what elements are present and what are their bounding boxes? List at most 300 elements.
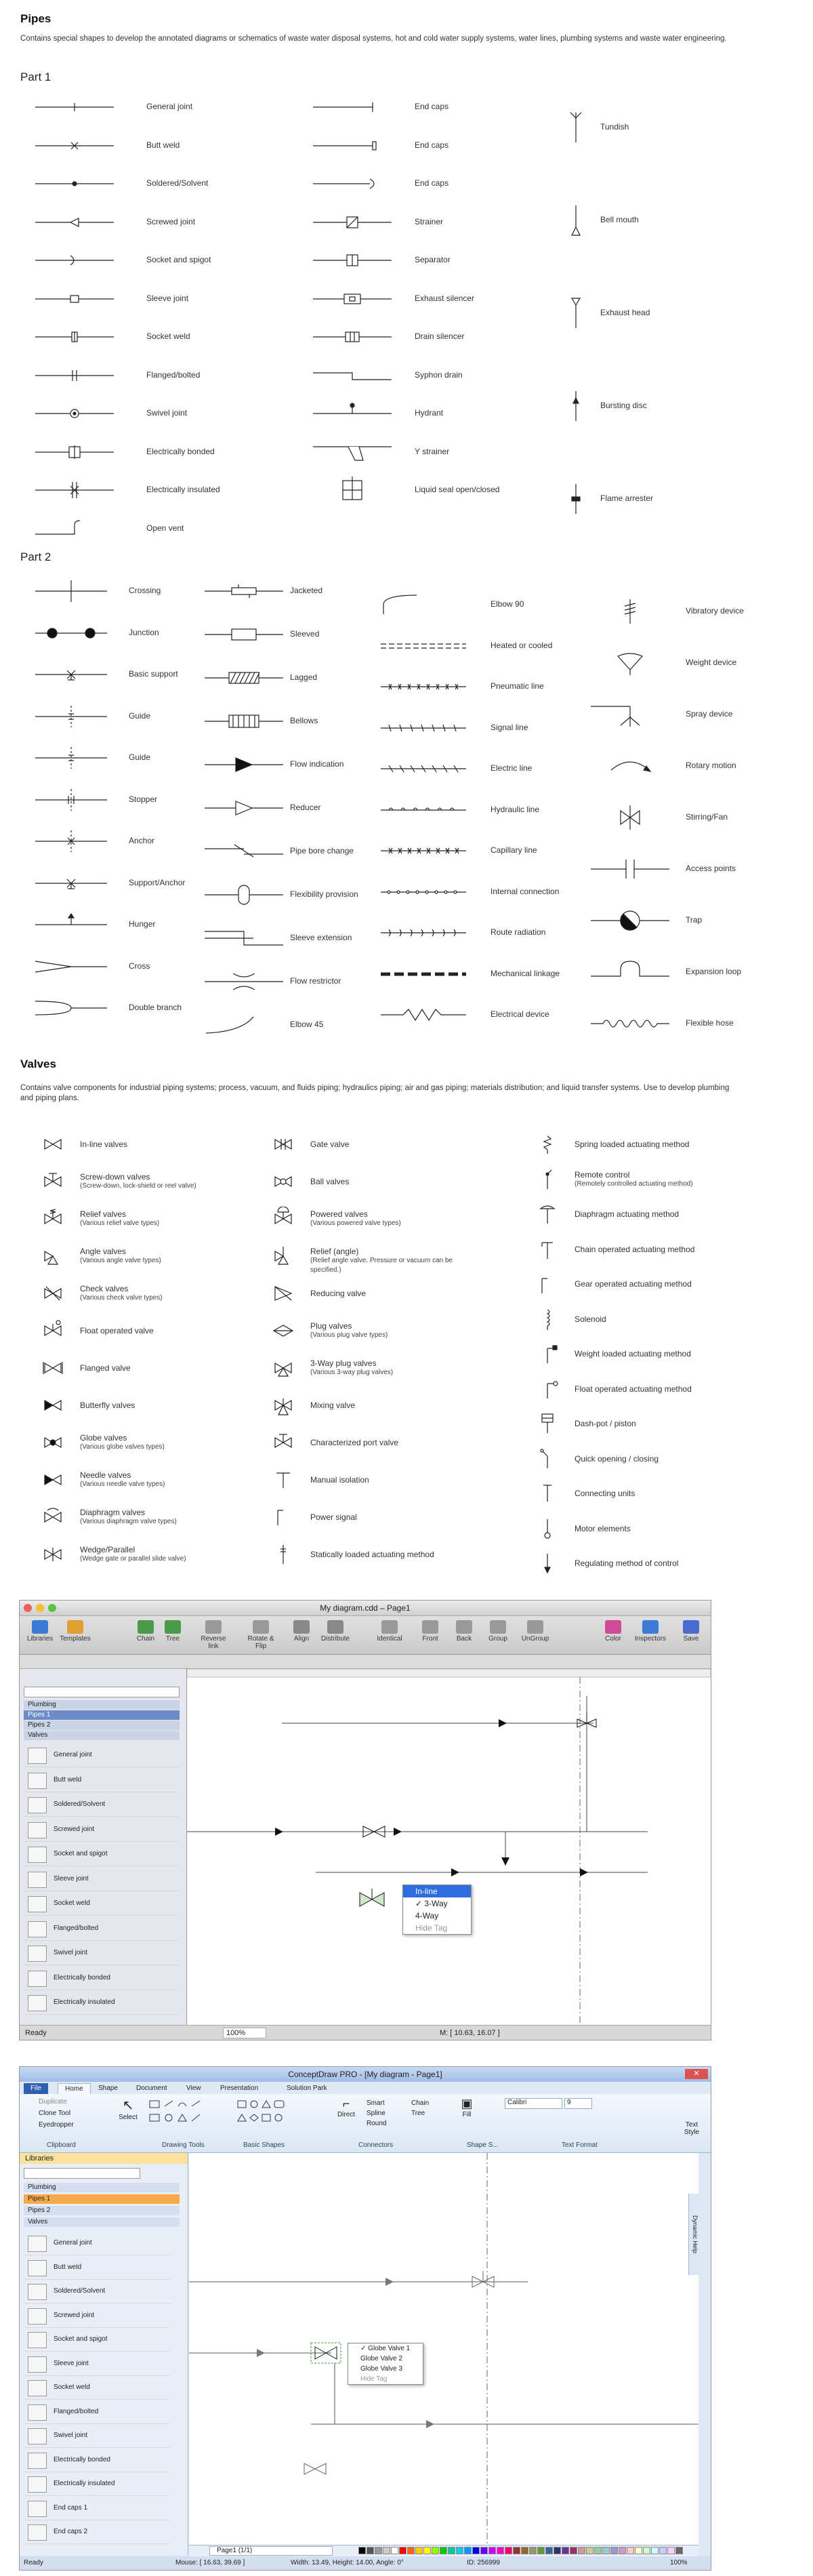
- toolbar-templates-button[interactable]: Templates: [58, 1620, 93, 1643]
- pipe2-route-radiation-icon: [379, 919, 467, 946]
- pipe2-hydraulic-line-label: Hydraulic line: [491, 804, 540, 814]
- library-item-end-caps-2[interactable]: End caps 2: [24, 2520, 170, 2544]
- library-item-general-joint[interactable]: General joint: [24, 1744, 180, 1767]
- valve-mixing-valve-label: Mixing valve: [310, 1401, 356, 1410]
- valve-dash-pot-piston-label: Dash-pot / piston: [575, 1419, 636, 1428]
- shape-size: Width: 13.49, Height: 14.00, Angle: 0°: [291, 2559, 404, 2567]
- minimize-button[interactable]: [36, 1604, 44, 1612]
- color-swatch[interactable]: [545, 2547, 553, 2554]
- libraries-header: Libraries: [20, 2153, 188, 2164]
- valve-gate-valve: [270, 1132, 527, 1159]
- pipe-tundish-icon: [562, 100, 589, 155]
- library-item-electrically-insulated[interactable]: Electrically insulated: [24, 1991, 180, 2015]
- color-swatch[interactable]: [391, 2547, 398, 2554]
- pipe2-flexibility-provision-label: Flexibility provision: [290, 889, 358, 899]
- pipe-sleeve-joint-icon: [34, 285, 115, 313]
- color-swatch[interactable]: [610, 2547, 618, 2554]
- color-swatch[interactable]: [456, 2547, 463, 2554]
- ribbon-tab-shape[interactable]: Shape: [98, 2085, 118, 2092]
- valve-quick-opening-closing-label: Quick opening / closing: [575, 1453, 659, 1464]
- valve-screw-down-valves: [39, 1169, 297, 1196]
- pipe2-lagged-icon: [203, 664, 285, 691]
- pipe-end-caps-1-icon: [312, 132, 393, 159]
- spline-connector[interactable]: Spline: [367, 2110, 385, 2117]
- valve-power-signal: [270, 1505, 527, 1532]
- pipe2-pneumatic-line-label: Pneumatic line: [491, 681, 544, 691]
- pipe2-signal-line-label: Signal line: [491, 722, 528, 732]
- valve-ball-valves-icon: [270, 1169, 297, 1194]
- color-swatch[interactable]: [513, 2547, 520, 2554]
- pipe2-trap-label: Trap: [686, 915, 703, 925]
- color-swatch[interactable]: [554, 2547, 561, 2554]
- valves-description: Contains valve components for industrial piping systems; process, vacuum, and fluids piping; hydraulics piping; air and gas piping; materials distribution; and liquid transfer systems. Use to develop plumbing and piping plans.: [20, 1084, 730, 1102]
- menu-item-hide-tag[interactable]: Hide Tag: [360, 2375, 388, 2383]
- shape-thumbnail-icon: [28, 2356, 47, 2373]
- pipe2-stirring-fan: [589, 803, 813, 832]
- pipe2-heated-or-cooled-icon: [379, 632, 467, 660]
- valve-relief-valves-label: Relief valves: [80, 1209, 127, 1219]
- color-icon: [605, 1620, 621, 1634]
- pipe-exhaust-head-label: Exhaust head: [600, 308, 650, 317]
- library-category-valves[interactable]: Valves: [24, 1731, 180, 1740]
- color-swatch[interactable]: [521, 2547, 528, 2554]
- pipe2-basic-support-2-icon: [34, 661, 108, 688]
- close-icon[interactable]: ✕: [685, 2069, 708, 2079]
- library-category-pipes-1[interactable]: Pipes 1: [24, 2194, 180, 2204]
- pipe2-electrical-device-icon: [379, 1001, 467, 1028]
- color-swatch[interactable]: [448, 2547, 455, 2554]
- toolbar-color-button[interactable]: Color: [596, 1620, 631, 1643]
- pipe-bell-mouth-icon: [562, 193, 589, 247]
- shape-thumbnail-icon: [28, 1773, 47, 1789]
- pipe2-flexible-hose: [589, 1009, 813, 1039]
- valve-regulating-method-of-control-label: Regulating method of control: [575, 1558, 679, 1568]
- valve-relief-angle-label: Relief (angle): [310, 1247, 359, 1256]
- valve-butterfly-valves: [39, 1393, 297, 1420]
- menu-item-3way[interactable]: ✓ 3-Way: [415, 1899, 448, 1908]
- pipe2-rotary-motion: [589, 751, 813, 781]
- toolbar-rotate-flip-button[interactable]: Rotate & Flip: [243, 1620, 278, 1650]
- valve-motor-elements-icon: [534, 1516, 561, 1541]
- toolbar-inspectors-button[interactable]: Inspectors: [633, 1620, 668, 1643]
- text-style-button[interactable]: Text Style: [684, 2121, 700, 2136]
- pipe-socket-weld-label: Socket weld: [146, 331, 190, 341]
- pipe-socket-and-spigot-icon: [34, 247, 115, 274]
- shape-thumbnail-icon: [28, 1946, 47, 1962]
- mac-canvas[interactable]: [187, 1669, 711, 2025]
- valve-check-valves-label: Check valves: [80, 1284, 129, 1293]
- library-category-pipes-1[interactable]: Pipes 1: [24, 1710, 180, 1720]
- direct-connector-button[interactable]: ⌐ Direct: [333, 2097, 360, 2118]
- library-category-valves[interactable]: Valves: [24, 2217, 180, 2227]
- valve-powered-valves-sublabel: (Various powered valve types): [310, 1220, 401, 1227]
- front-icon: [422, 1620, 438, 1634]
- round-connector[interactable]: Round: [367, 2120, 387, 2127]
- pipe2-flexible-hose-label: Flexible hose: [686, 1018, 734, 1028]
- shape-thumbnail-icon: [28, 1896, 47, 1912]
- color-swatch[interactable]: [472, 2547, 480, 2554]
- pipe-exhaust-silencer-5-label: Exhaust silencer: [415, 293, 475, 303]
- library-item-socket-weld[interactable]: Socket weld: [24, 1892, 180, 1916]
- valve-manual-isolation-icon: [270, 1468, 297, 1492]
- valve-float-operated-actuating-method-label: Float operated actuating method: [575, 1384, 692, 1394]
- fill-bucket-icon: ▣: [461, 2097, 473, 2110]
- toolbar-align-button[interactable]: Align: [284, 1620, 319, 1643]
- ribbon-tab-presentation[interactable]: Presentation: [220, 2085, 259, 2092]
- pipe-open-vent-label: Open vent: [146, 523, 184, 533]
- valve-statically-loaded-actuating-method-label: Statically loaded actuating method: [310, 1550, 434, 1559]
- pipe-end-caps-2-icon: [312, 170, 393, 197]
- library-item-flanged-bolted[interactable]: Flanged/bolted: [24, 1917, 180, 1941]
- pipe-end-caps-2-label: End caps: [415, 178, 449, 188]
- pipe-bell-mouth-label: Bell mouth: [600, 215, 639, 224]
- color-swatch[interactable]: [488, 2547, 496, 2554]
- ribbon-tab-file[interactable]: File: [24, 2083, 48, 2094]
- smart-connector[interactable]: Smart: [367, 2099, 385, 2107]
- pipe2-capillary-line-label: Capillary line: [491, 845, 537, 855]
- identical-icon: [381, 1620, 398, 1634]
- library-item-electrically-bonded[interactable]: Electrically bonded: [24, 1967, 180, 1990]
- pipe-end-caps-0-label: End caps: [415, 102, 449, 111]
- pipe-hydrant-8-label: Hydrant: [415, 408, 444, 418]
- color-swatch[interactable]: [594, 2547, 602, 2554]
- valve-type-menu[interactable]: [402, 1885, 472, 1935]
- color-swatch[interactable]: [464, 2547, 472, 2554]
- color-swatch[interactable]: [375, 2547, 382, 2554]
- globe-valve-menu[interactable]: [348, 2343, 423, 2385]
- pipe-socket-weld-icon: [34, 323, 115, 350]
- library-item-swivel-joint[interactable]: Swivel joint: [24, 1941, 180, 1965]
- toolbar-save-button[interactable]: Save: [673, 1620, 709, 1643]
- library-item-soldered-solvent[interactable]: Soldered/Solvent: [24, 1793, 180, 1817]
- pointer-icon: ↖: [122, 2098, 134, 2113]
- color-swatch[interactable]: [415, 2547, 423, 2554]
- color-swatch[interactable]: [537, 2547, 545, 2554]
- library-item-screwed-joint[interactable]: Screwed joint: [24, 1818, 180, 1842]
- valve-chain-operated-actuating-method-label: Chain operated actuating method: [575, 1244, 695, 1254]
- win-valve-3: [304, 2463, 326, 2474]
- pipe-electrically-insulated-icon: [34, 477, 115, 504]
- library-item-electrically-bonded[interactable]: Electrically bonded: [24, 2449, 170, 2472]
- valve-gate-valve-label: Gate valve: [310, 1140, 350, 1149]
- valve-wedge-parallel-icon: [39, 1542, 66, 1567]
- pipes-description: Contains special shapes to develop the annotated diagrams or schematics of waste water disposal systems, hot and cold water supply systems, water lines, plumbing systems and waste water engineering.: [20, 35, 727, 43]
- mouse-coords: M: [ 10.63, 16.07 ]: [440, 2029, 500, 2037]
- valve-float-operated-valve-label: Float operated valve: [80, 1326, 154, 1335]
- library-category-pipes-2[interactable]: Pipes 2: [24, 2206, 180, 2215]
- color-swatch[interactable]: [570, 2547, 577, 2554]
- toolbar-group-button[interactable]: Group: [480, 1620, 516, 1643]
- library-category-pipes-2[interactable]: Pipes 2: [24, 1720, 180, 1730]
- mac-title-bar: [20, 1601, 711, 1616]
- select-button[interactable]: ↖ Select: [114, 2097, 142, 2121]
- color-swatch[interactable]: [602, 2547, 610, 2554]
- ribbon-tab-document[interactable]: Document: [136, 2085, 167, 2092]
- pipe2-anchor-6-icon: [34, 828, 108, 855]
- pipe-electrically-bonded: [34, 439, 322, 466]
- basic-shapes-icons: [236, 2099, 304, 2127]
- color-swatch[interactable]: [440, 2547, 447, 2554]
- pipe2-stirring-fan-icon: [589, 803, 671, 832]
- font-size-select[interactable]: 9: [564, 2098, 592, 2109]
- valve-in-line-valves: [39, 1132, 297, 1159]
- valve-chain-operated-actuating-method-icon: [534, 1237, 561, 1262]
- pipe-tundish: [562, 100, 776, 155]
- library-category-plumbing[interactable]: Plumbing: [24, 2183, 180, 2192]
- pipe-screwed-joint: [34, 209, 322, 236]
- valve-characterized-port-valve-label: Characterized port valve: [310, 1438, 399, 1447]
- shape-thumbnail-icon: [28, 2404, 47, 2421]
- library-search-input[interactable]: [24, 2168, 140, 2179]
- valve-characterized-port-valve-icon: [270, 1430, 297, 1455]
- eyedropper-button[interactable]: Eyedropper: [39, 2121, 74, 2129]
- color-swatch[interactable]: [383, 2547, 390, 2554]
- valve-regulating-method-of-control-icon: [534, 1551, 561, 1575]
- font-select[interactable]: Calibri: [505, 2098, 562, 2109]
- pipe2-weight-device: [589, 648, 813, 678]
- dynamic-help-tab[interactable]: Dynamic Help: [688, 2194, 699, 2275]
- color-swatch[interactable]: [432, 2547, 439, 2554]
- library-item-butt-weld[interactable]: Butt weld: [24, 1769, 180, 1792]
- shape-thumbnail-icon: [28, 1921, 47, 1937]
- valve-check-valves-icon: [39, 1281, 66, 1306]
- win-library-panel: [20, 2153, 188, 2555]
- pipe2-jacketed-icon: [203, 578, 285, 605]
- win-canvas[interactable]: [189, 2153, 699, 2545]
- pipe2-mechanical-linkage-icon: [379, 961, 467, 988]
- color-swatch[interactable]: [480, 2547, 488, 2554]
- pipe-y-strainer-9-icon: [312, 439, 393, 466]
- valve-wedge-parallel: [39, 1542, 297, 1569]
- valve-remote-control: [534, 1167, 791, 1194]
- toolbar-identical-button[interactable]: Identical: [372, 1620, 407, 1643]
- library-item-socket-and-spigot[interactable]: Socket and spigot: [24, 1843, 180, 1866]
- pipe2-cross-9-icon: [34, 953, 108, 980]
- menu-item-globe-valve-1[interactable]: ✓ Globe Valve 1: [360, 2345, 411, 2352]
- pipe2-flow-indication-label: Flow indication: [290, 759, 344, 769]
- pipe2-double-branch-10-label: Double branch: [129, 1003, 182, 1012]
- library-item-socket-and-spigot[interactable]: Socket and spigot: [24, 2328, 170, 2352]
- mac-toolbar: [20, 1616, 711, 1655]
- valve-characterized-port-valve: [270, 1430, 527, 1457]
- tree-button[interactable]: Tree: [411, 2110, 425, 2117]
- pipe-socket-weld: [34, 323, 322, 350]
- pipe-general-joint-label: General joint: [146, 102, 193, 111]
- valve-butterfly-valves-icon: [39, 1393, 66, 1417]
- color-swatch[interactable]: [578, 2547, 585, 2554]
- pipe2-flow-indication-icon: [203, 751, 285, 778]
- toolbar-ungroup-button[interactable]: UnGroup: [518, 1620, 553, 1643]
- color-swatch[interactable]: [651, 2547, 659, 2554]
- library-item-electrically-insulated[interactable]: Electrically insulated: [24, 2472, 170, 2496]
- pipe2-rotary-motion-label: Rotary motion: [686, 761, 736, 770]
- page-tab[interactable]: Page1 (1/1): [209, 2546, 333, 2556]
- library-item-screwed-joint[interactable]: Screwed joint: [24, 2304, 170, 2328]
- pipe2-vibratory-device-label: Vibratory device: [686, 606, 744, 616]
- valve-connecting-units: [534, 1481, 791, 1508]
- ribbon-tab-home[interactable]: Home: [58, 2083, 91, 2095]
- shape-id: ID: 256999: [467, 2559, 500, 2567]
- menu-item-hide-tag[interactable]: Hide Tag: [415, 1923, 448, 1933]
- valve-powered-valves-label: Powered valves: [310, 1209, 368, 1219]
- rotate-flip-icon: [253, 1620, 269, 1634]
- menu-item-4way[interactable]: 4-Way: [415, 1911, 439, 1920]
- pipe-liquid-seal-open-closed-10-icon: [312, 477, 393, 504]
- library-item-end-caps-1[interactable]: End caps 1: [24, 2497, 170, 2520]
- color-swatch[interactable]: [619, 2547, 626, 2554]
- library-item-general-joint[interactable]: General joint: [24, 2232, 170, 2255]
- library-item-socket-weld[interactable]: Socket weld: [24, 2376, 170, 2400]
- zoom-button[interactable]: [48, 1604, 56, 1612]
- pipe-drain-silencer-6-icon: [312, 323, 393, 350]
- toolbar-libraries-button[interactable]: Libraries: [22, 1620, 58, 1643]
- pipe-open-vent: [34, 515, 322, 542]
- zoom-level[interactable]: 100%: [223, 2028, 266, 2038]
- color-swatch[interactable]: [586, 2547, 593, 2554]
- valve-powered-valves: [270, 1207, 527, 1234]
- valve-flanged-valve: [39, 1356, 297, 1383]
- zoom-level[interactable]: 100%: [670, 2559, 688, 2567]
- color-swatch[interactable]: [643, 2547, 650, 2554]
- color-swatch[interactable]: [407, 2547, 415, 2554]
- color-swatch[interactable]: [529, 2547, 537, 2554]
- color-swatch[interactable]: [667, 2547, 675, 2554]
- color-swatch[interactable]: [497, 2547, 504, 2554]
- pipe-drain-silencer-6-label: Drain silencer: [415, 331, 465, 341]
- valve-remote-control-label: Remote control: [575, 1169, 630, 1180]
- color-swatch[interactable]: [358, 2547, 366, 2554]
- color-swatch[interactable]: [399, 2547, 406, 2554]
- toolbar-front-button[interactable]: Front: [413, 1620, 448, 1643]
- shape-thumbnail-icon: [28, 1995, 47, 2011]
- color-swatch[interactable]: [505, 2547, 512, 2554]
- libraries-icon: [32, 1620, 48, 1634]
- shape-thumbnail-icon: [28, 1872, 47, 1888]
- valve-reducing-valve-label: Reducing valve: [310, 1289, 367, 1298]
- pipe2-capillary-line-icon: [379, 837, 467, 864]
- valve-diaphragm-valves: [39, 1505, 297, 1532]
- fill-button[interactable]: ▣ Fill: [457, 2097, 477, 2118]
- pipe-sleeve-joint: [34, 285, 322, 313]
- valve-spring-loaded-actuating-method-icon: [534, 1132, 561, 1156]
- pipe-bursting-disc: [562, 379, 776, 433]
- library-item-butt-weld[interactable]: Butt weld: [24, 2256, 170, 2280]
- menu-item-globe-valve-2[interactable]: Globe Valve 2: [360, 2355, 403, 2362]
- valve-spring-loaded-actuating-method-label: Spring loaded actuating method: [575, 1140, 690, 1149]
- save-icon: [683, 1620, 699, 1634]
- color-swatch[interactable]: [659, 2547, 667, 2554]
- pipe2-stopper-5-label: Stopper: [129, 794, 158, 804]
- status-text: Ready: [25, 2029, 47, 2037]
- pipe2-double-branch-10-icon: [34, 994, 108, 1022]
- toolbar-distribute-button[interactable]: Distribute: [318, 1620, 353, 1643]
- pipe2-support-anchor-7-label: Support/Anchor: [129, 877, 186, 887]
- chain-icon: [138, 1620, 154, 1634]
- pipe2-junction-1-icon: [34, 620, 108, 647]
- valve-connecting-units-label: Connecting units: [575, 1489, 635, 1498]
- pipe2-access-points-icon: [589, 854, 671, 884]
- ribbon-tab-solution-park[interactable]: Solution Park: [287, 2085, 327, 2092]
- toolbar-tree-button[interactable]: Tree: [155, 1620, 190, 1643]
- valve-diaphragm-valves-sublabel: (Various diaphragm valve types): [80, 1518, 177, 1525]
- valve-gear-operated-actuating-method-label: Gear operated actuating method: [575, 1279, 692, 1289]
- ungroup-icon: [527, 1620, 543, 1634]
- color-swatch[interactable]: [423, 2547, 431, 2554]
- valve-relief-valves-sublabel: (Various relief valve types): [80, 1220, 160, 1227]
- pipe2-crossing-0-label: Crossing: [129, 586, 161, 595]
- toolbar-back-button[interactable]: Back: [446, 1620, 482, 1643]
- pipe-end-caps-0-icon: [312, 94, 393, 121]
- toolbar-chain-button[interactable]: Chain: [128, 1620, 163, 1643]
- pipe-screwed-joint-icon: [34, 209, 115, 236]
- win-title-bar: [20, 2067, 711, 2082]
- ribbon-tab-view[interactable]: View: [186, 2085, 201, 2092]
- clone-tool-button[interactable]: Clone Tool: [39, 2110, 71, 2117]
- pipe2-pipe-bore-change-icon: [203, 838, 285, 865]
- pipe2-sleeved-icon: [203, 621, 285, 648]
- menu-item-inline[interactable]: In-line: [403, 1885, 471, 1897]
- close-button[interactable]: [24, 1604, 32, 1612]
- pipe-hydrant-8-icon: [312, 400, 393, 427]
- library-category-plumbing[interactable]: Plumbing: [24, 1700, 180, 1710]
- pipe-bursting-disc-icon: [562, 379, 589, 433]
- pipe2-route-radiation-label: Route radiation: [491, 927, 546, 937]
- pipe2-sleeve-extension-icon: [203, 925, 285, 952]
- valve-power-signal-icon: [270, 1505, 297, 1529]
- library-item-sleeve-joint[interactable]: Sleeve joint: [24, 2352, 170, 2376]
- valve-angle-valves: [39, 1244, 297, 1271]
- color-swatch[interactable]: [627, 2547, 634, 2554]
- pipe-y-strainer-9: [312, 439, 591, 466]
- color-swatch[interactable]: [675, 2547, 683, 2554]
- shape-thumbnail-icon: [28, 1847, 47, 1863]
- library-item-sleeve-joint[interactable]: Sleeve joint: [24, 1868, 180, 1891]
- pipe2-access-points-label: Access points: [686, 864, 736, 873]
- library-search-input[interactable]: [24, 1687, 180, 1697]
- pipe2-reducer-label: Reducer: [290, 803, 321, 812]
- mac-library-panel: [20, 1669, 187, 2025]
- valve-globe-valves: [39, 1430, 297, 1457]
- library-item-soldered-solvent[interactable]: Soldered/Solvent: [24, 2280, 170, 2303]
- pipe2-flexible-hose-icon: [589, 1009, 671, 1039]
- valve-float-operated-valve-icon: [39, 1319, 66, 1343]
- color-swatch[interactable]: [367, 2547, 374, 2554]
- color-swatch[interactable]: [635, 2547, 642, 2554]
- mouse-coords: Mouse: [ 16.63, 39.69 ]: [175, 2559, 245, 2567]
- chain-button[interactable]: Chain: [411, 2099, 430, 2107]
- pipe-separator-4-label: Separator: [415, 255, 451, 264]
- toolbar-reverse-link-button[interactable]: Reverse link: [196, 1620, 231, 1650]
- valve-ball-valves-label: Ball valves: [310, 1177, 350, 1186]
- page-navigator: [189, 2545, 699, 2556]
- library-item-swivel-joint[interactable]: Swivel joint: [24, 2424, 170, 2448]
- shape-thumbnail-icon: [28, 1797, 47, 1813]
- pipe2-bellows-icon: [203, 708, 285, 735]
- shape-thumbnail-icon: [28, 1748, 47, 1764]
- menu-item-globe-valve-3[interactable]: Globe Valve 3: [360, 2365, 403, 2373]
- valve-diaphragm-valves-icon: [39, 1505, 66, 1529]
- color-palette[interactable]: [358, 2547, 684, 2554]
- win-ribbon: [20, 2094, 711, 2153]
- ribbon-group-clipboard: Clipboard: [47, 2141, 76, 2149]
- pipe-screwed-joint-label: Screwed joint: [146, 216, 196, 226]
- pipe2-cross-9-label: Cross: [129, 961, 150, 971]
- duplicate-button[interactable]: Duplicate: [39, 2098, 67, 2106]
- color-swatch[interactable]: [562, 2547, 569, 2554]
- pipe2-expansion-loop-label: Expansion loop: [686, 967, 742, 976]
- valve-weight-loaded-actuating-method-icon: [534, 1342, 561, 1366]
- library-item-flanged-bolted[interactable]: Flanged/bolted: [24, 2400, 170, 2424]
